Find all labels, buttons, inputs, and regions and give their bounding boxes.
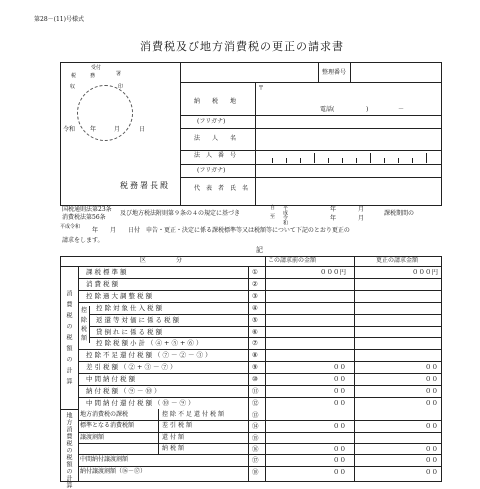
stamp-text-mid: 務 <box>90 73 96 79</box>
company-name-label: 法 人 名 <box>194 135 237 142</box>
period-era: 平成令和 <box>282 205 288 225</box>
statement-line1: 国税通則法第23条 <box>62 206 112 213</box>
statement-line4: 年 月 日付 申告・更正・決定に係る課税標準等又は税額等について下記のとおり更正の <box>92 227 350 234</box>
address-label: 納 税 地 <box>194 98 240 105</box>
amount-before[interactable]: ００ <box>333 398 346 407</box>
col-header-before: この請求前の金額 <box>268 257 317 264</box>
row-number: ① <box>252 268 258 276</box>
row-number: ② <box>252 279 258 288</box>
row-label: 差引税額（②+③－⑦） <box>86 363 179 372</box>
local-row-label-left: 中間納付譲渡割額 <box>80 456 129 464</box>
period-month: 月 <box>358 206 365 213</box>
sub-label-c: 税 <box>81 326 88 333</box>
statement-line5: 請求をします。 <box>62 237 104 244</box>
local-row-number: ⑱ <box>252 467 259 476</box>
line4-era: 平成令和 <box>60 224 81 230</box>
local-amount-after[interactable]: ００ <box>425 456 438 465</box>
local-row-label-right: 還付額 <box>162 433 187 441</box>
row-number: ⑦ <box>252 339 258 348</box>
amount-before[interactable]: ００ <box>333 387 346 395</box>
row-label: 課税標準額 <box>86 268 129 276</box>
amount-after[interactable]: ００ <box>425 375 438 384</box>
sub-label-a: 控 <box>81 307 88 314</box>
date-day: 日 <box>139 126 146 133</box>
row-number: ⑧ <box>252 351 258 360</box>
local-amount-before[interactable]: ００ <box>333 456 346 465</box>
row-number: ③ <box>252 291 258 300</box>
statement-line2: 消費税法第56条 <box>62 214 106 221</box>
amount-after[interactable]: ００ <box>425 363 438 372</box>
phone-label: 電話( <box>320 106 335 113</box>
period-year-2: 年 <box>330 215 337 222</box>
local-amount-before[interactable]: ００ <box>333 467 346 476</box>
row-number: ⑫ <box>252 398 259 407</box>
period-to: 至 <box>270 214 276 220</box>
row-label: 消費税額 <box>86 279 120 288</box>
row-number: ④ <box>252 303 258 312</box>
row-label: 納付税額（⑨－⑩） <box>86 387 163 395</box>
sub-label-b: 除 <box>81 317 88 324</box>
row-number: ⑥ <box>252 327 258 336</box>
furigana-label-1: (フリガナ) <box>197 118 226 125</box>
row-number: ⑩ <box>252 375 258 384</box>
stamp-receipt-label: 収 <box>70 84 76 90</box>
amount-after[interactable]: ００ <box>425 398 438 407</box>
row-label: 控除不足還付税額（⑦－②－③） <box>86 351 214 360</box>
stamp-seal-label: 印 <box>118 84 124 90</box>
date-year: 年 <box>90 126 97 133</box>
amount-before[interactable]: ０００円 <box>320 268 346 276</box>
local-row-number: ⑭ <box>252 422 259 431</box>
local-row-label-right: 差引税額 <box>162 422 195 430</box>
local-row-number: ⑮ <box>252 433 259 442</box>
phone-close: ) <box>366 106 369 113</box>
form-number: 第28－(11)号様式 <box>34 16 84 23</box>
local-row-label-left: 地方消費税の課税 <box>80 411 129 418</box>
local-amount-after[interactable]: ００ <box>425 422 438 431</box>
ref-number-label: 整理番号 <box>322 69 347 76</box>
row-label: 中間納付還付税額（⑩－⑨） <box>86 398 197 407</box>
amount-after[interactable]: ０００円 <box>412 268 438 276</box>
stamp-text-top: 受付 <box>91 65 102 71</box>
row-label: 控除税額小計（④+⑤+⑥） <box>96 339 205 348</box>
amount-before[interactable]: ００ <box>333 375 346 384</box>
row-number: ⑪ <box>252 387 259 395</box>
period-year: 年 <box>330 206 337 213</box>
local-row-number: ⑬ <box>252 411 259 419</box>
date-month: 月 <box>114 126 121 133</box>
phone-dash: － <box>398 106 405 113</box>
stamp-text-left: 税 <box>71 73 77 79</box>
postal-mark: 〒 <box>258 85 265 92</box>
section-consumption-tax: 消費税の税額の計算 <box>65 290 72 389</box>
period-from: 自 <box>270 205 276 211</box>
row-label: 返還等対価に係る税額 <box>96 315 181 324</box>
row-number: ⑤ <box>252 315 258 324</box>
period-label: 課税期間の <box>384 210 415 217</box>
row-label: 貸倒れに係る税額 <box>96 327 164 336</box>
period-month-2: 月 <box>358 215 365 222</box>
local-row-label-left: 譲渡割額 <box>80 433 105 441</box>
col-header-kubun: 区 分 <box>140 257 183 264</box>
receipt-stamp-circle <box>77 85 133 141</box>
ki-mark: 記 <box>256 246 263 254</box>
row-label: 中間納付税額 <box>86 375 137 384</box>
date-era: 令和 <box>63 126 76 133</box>
local-row-number: ⑯ <box>252 444 259 453</box>
rep-name-label: 代 表 者 氏 名 <box>194 185 249 192</box>
local-row-label-right: 控除不足還付税額 <box>162 411 227 418</box>
col-header-after: 更正の請求金額 <box>376 257 419 264</box>
corp-number-label: 法 人 番 号 <box>194 152 237 159</box>
amount-after[interactable]: ００ <box>425 387 438 395</box>
row-label: 控除対象仕入税額 <box>96 303 164 312</box>
local-row-label-right: 納税額 <box>162 444 187 452</box>
local-row-number: ⑰ <box>252 456 259 465</box>
section-local-tax: 地方消費税の税額の計算 <box>65 412 72 489</box>
addressee: 税務署長殿 <box>120 181 170 190</box>
local-row-label-left: 納付譲渡割額（⑯－⑰） <box>80 467 147 475</box>
page-title: 消費税及び地方消費税の更正の請求書 <box>140 40 344 53</box>
stamp-text-right: 署 <box>116 71 122 77</box>
amount-before[interactable]: ００ <box>333 363 346 372</box>
row-number: ⑨ <box>252 363 258 372</box>
corp-number-cells[interactable] <box>258 153 440 163</box>
header-divider <box>180 62 181 206</box>
furigana-label-2: (フリガナ) <box>197 167 226 174</box>
local-amount-after[interactable]: ００ <box>425 467 438 476</box>
local-amount-before[interactable]: ００ <box>333 422 346 431</box>
local-amount-before[interactable]: ００ <box>333 444 346 453</box>
local-amount-after[interactable]: ００ <box>425 444 438 453</box>
sub-label-d: 額 <box>81 335 88 342</box>
statement-line3: 及び地方税法附則第９条の４の規定に基づき <box>120 210 241 217</box>
local-row-label-left: 標準となる消費税額 <box>80 422 135 430</box>
row-label: 控除過大調整税額 <box>86 291 154 300</box>
